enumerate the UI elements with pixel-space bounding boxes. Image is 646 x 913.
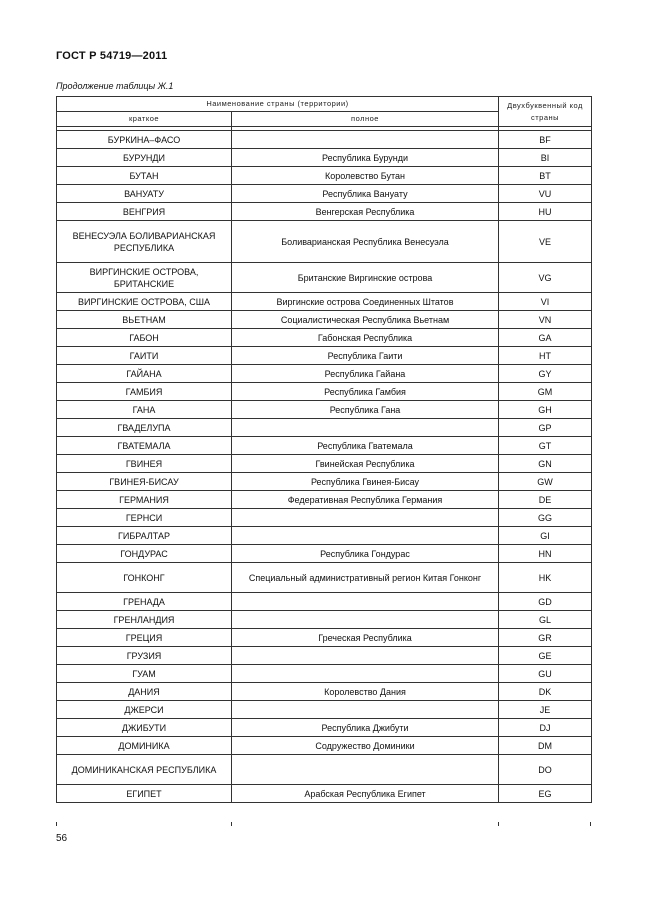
cell-full-name: Арабская Республика Египет (232, 785, 499, 803)
page-number: 56 (56, 833, 68, 844)
cell-full-name: Гвинейская Республика (232, 455, 499, 473)
cell-full-name: Республика Гана (232, 401, 499, 419)
cell-country-code: DM (499, 737, 592, 755)
group-header-name: Наименование страны (территории) (57, 97, 499, 112)
cell-country-code: DJ (499, 719, 592, 737)
country-codes-table (56, 96, 592, 803)
table-row (57, 383, 592, 401)
table-row (57, 263, 592, 293)
table-row (57, 329, 592, 347)
table-row (57, 221, 592, 263)
cell-short-name: БУРКИНА–ФАСО (57, 131, 232, 149)
cell-country-code: GP (499, 419, 592, 437)
column-header-code: Двухбуквенный код страны (499, 97, 592, 127)
cell-country-code: GU (499, 665, 592, 683)
cell-full-name: Королевство Бутан (232, 167, 499, 185)
cell-short-name: ГЕРМАНИЯ (57, 491, 232, 509)
cell-full-name: Содружество Доминики (232, 737, 499, 755)
table-row (57, 527, 592, 545)
table-row (57, 491, 592, 509)
table-row (57, 719, 592, 737)
cell-full-name (232, 611, 499, 629)
cell-full-name: Британские Виргинские острова (232, 263, 499, 293)
cell-country-code: GY (499, 365, 592, 383)
cell-short-name: ГАНА (57, 401, 232, 419)
cell-full-name (232, 509, 499, 527)
column-header-full: полное (232, 112, 499, 127)
cell-country-code: BT (499, 167, 592, 185)
table-row (57, 203, 592, 221)
table-row (57, 419, 592, 437)
cell-short-name: ГРЕЦИЯ (57, 629, 232, 647)
cell-full-name: Республика Гайана (232, 365, 499, 383)
cell-short-name: ДЖИБУТИ (57, 719, 232, 737)
cell-full-name: Республика Гаити (232, 347, 499, 365)
cell-full-name: Федеративная Республика Германия (232, 491, 499, 509)
cell-full-name: Специальный административный регион Китая Гонконг (232, 563, 499, 593)
cell-short-name: ГВАТЕМАЛА (57, 437, 232, 455)
table-row (57, 293, 592, 311)
cell-country-code: GL (499, 611, 592, 629)
cell-short-name: БУТАН (57, 167, 232, 185)
cell-short-name: ГОНКОНГ (57, 563, 232, 593)
cell-country-code: GE (499, 647, 592, 665)
cell-country-code: GD (499, 593, 592, 611)
cell-country-code: VG (499, 263, 592, 293)
cell-full-name: Виргинские острова Соединенных Штатов (232, 293, 499, 311)
cell-full-name: Республика Гондурас (232, 545, 499, 563)
table-row (57, 611, 592, 629)
table-row (57, 737, 592, 755)
cell-country-code: VU (499, 185, 592, 203)
cell-short-name: ГРЕНЛАНДИЯ (57, 611, 232, 629)
cell-country-code: HK (499, 563, 592, 593)
table-border-extension (498, 822, 499, 826)
table-body (57, 131, 592, 803)
table-border-extension (231, 822, 232, 826)
cell-full-name: Республика Гвинея-Бисау (232, 473, 499, 491)
cell-short-name: ГРЕНАДА (57, 593, 232, 611)
cell-country-code: HU (499, 203, 592, 221)
cell-full-name: Боливарианская Республика Венесуэла (232, 221, 499, 263)
cell-short-name: ВИРГИНСКИЕ ОСТРОВА, США (57, 293, 232, 311)
cell-country-code: JE (499, 701, 592, 719)
cell-full-name (232, 701, 499, 719)
table-row (57, 185, 592, 203)
cell-country-code: DE (499, 491, 592, 509)
cell-country-code: VN (499, 311, 592, 329)
cell-short-name: ВАНУАТУ (57, 185, 232, 203)
table-row (57, 311, 592, 329)
table-row (57, 455, 592, 473)
cell-short-name: ВЬЕТНАМ (57, 311, 232, 329)
cell-country-code: GI (499, 527, 592, 545)
cell-country-code: GR (499, 629, 592, 647)
table-row (57, 563, 592, 593)
cell-short-name: ГИБРАЛТАР (57, 527, 232, 545)
cell-full-name: Греческая Республика (232, 629, 499, 647)
cell-full-name: Социалистическая Республика Вьетнам (232, 311, 499, 329)
table-row (57, 365, 592, 383)
table-border-extension (56, 822, 57, 826)
cell-country-code: GT (499, 437, 592, 455)
cell-country-code: GG (499, 509, 592, 527)
cell-short-name: ГЕРНСИ (57, 509, 232, 527)
cell-short-name: ГАЙАНА (57, 365, 232, 383)
cell-full-name: Республика Вануату (232, 185, 499, 203)
cell-country-code: VI (499, 293, 592, 311)
table-row (57, 401, 592, 419)
cell-country-code: GM (499, 383, 592, 401)
table-row (57, 701, 592, 719)
cell-country-code: EG (499, 785, 592, 803)
cell-short-name: ГАБОН (57, 329, 232, 347)
table-row (57, 665, 592, 683)
cell-short-name: ЕГИПЕТ (57, 785, 232, 803)
cell-short-name: ГВИНЕЯ-БИСАУ (57, 473, 232, 491)
cell-short-name: ГВАДЕЛУПА (57, 419, 232, 437)
cell-country-code: VE (499, 221, 592, 263)
document-header: ГОСТ Р 54719—2011 (56, 50, 168, 62)
cell-short-name: ГРУЗИЯ (57, 647, 232, 665)
table-border-extension (590, 822, 591, 826)
cell-full-name (232, 647, 499, 665)
cell-country-code: BI (499, 149, 592, 167)
cell-country-code: DK (499, 683, 592, 701)
cell-full-name: Венгерская Республика (232, 203, 499, 221)
cell-country-code: DO (499, 755, 592, 785)
table-row (57, 755, 592, 785)
cell-short-name: ГОНДУРАС (57, 545, 232, 563)
table-row (57, 629, 592, 647)
cell-full-name: Габонская Республика (232, 329, 499, 347)
cell-country-code: HT (499, 347, 592, 365)
cell-country-code: GN (499, 455, 592, 473)
cell-full-name (232, 527, 499, 545)
cell-short-name: ДОМИНИКАНСКАЯ РЕСПУБЛИКА (57, 755, 232, 785)
cell-full-name (232, 593, 499, 611)
table-row (57, 647, 592, 665)
cell-short-name: ДОМИНИКА (57, 737, 232, 755)
cell-country-code: BF (499, 131, 592, 149)
cell-short-name: ДЖЕРСИ (57, 701, 232, 719)
cell-full-name: Республика Гватемала (232, 437, 499, 455)
cell-country-code: GW (499, 473, 592, 491)
cell-full-name: Республика Гамбия (232, 383, 499, 401)
cell-full-name (232, 665, 499, 683)
cell-short-name: ВИРГИНСКИЕ ОСТРОВА, БРИТАНСКИЕ (57, 263, 232, 293)
cell-full-name: Республика Бурунди (232, 149, 499, 167)
cell-full-name: Королевство Дания (232, 683, 499, 701)
cell-short-name: ГВИНЕЯ (57, 455, 232, 473)
table-row (57, 473, 592, 491)
cell-full-name: Республика Джибути (232, 719, 499, 737)
cell-full-name (232, 755, 499, 785)
cell-full-name (232, 131, 499, 149)
table-row (57, 593, 592, 611)
table-row (57, 347, 592, 365)
cell-short-name: ДАНИЯ (57, 683, 232, 701)
table-row (57, 545, 592, 563)
cell-full-name (232, 419, 499, 437)
table-row (57, 785, 592, 803)
cell-short-name: ГАИТИ (57, 347, 232, 365)
cell-country-code: GA (499, 329, 592, 347)
table-row (57, 683, 592, 701)
cell-short-name: БУРУНДИ (57, 149, 232, 167)
cell-short-name: ГАМБИЯ (57, 383, 232, 401)
cell-country-code: HN (499, 545, 592, 563)
table-row (57, 167, 592, 185)
cell-short-name: ВЕНГРИЯ (57, 203, 232, 221)
table-row (57, 149, 592, 167)
table-row (57, 437, 592, 455)
cell-country-code: GH (499, 401, 592, 419)
table-caption: Продолжение таблицы Ж.1 (56, 81, 174, 91)
table-row (57, 131, 592, 149)
cell-short-name: ВЕНЕСУЭЛА БОЛИВАРИАНСКАЯ РЕСПУБЛИКА (57, 221, 232, 263)
column-header-short: краткое (57, 112, 232, 127)
cell-short-name: ГУАМ (57, 665, 232, 683)
table-row (57, 509, 592, 527)
